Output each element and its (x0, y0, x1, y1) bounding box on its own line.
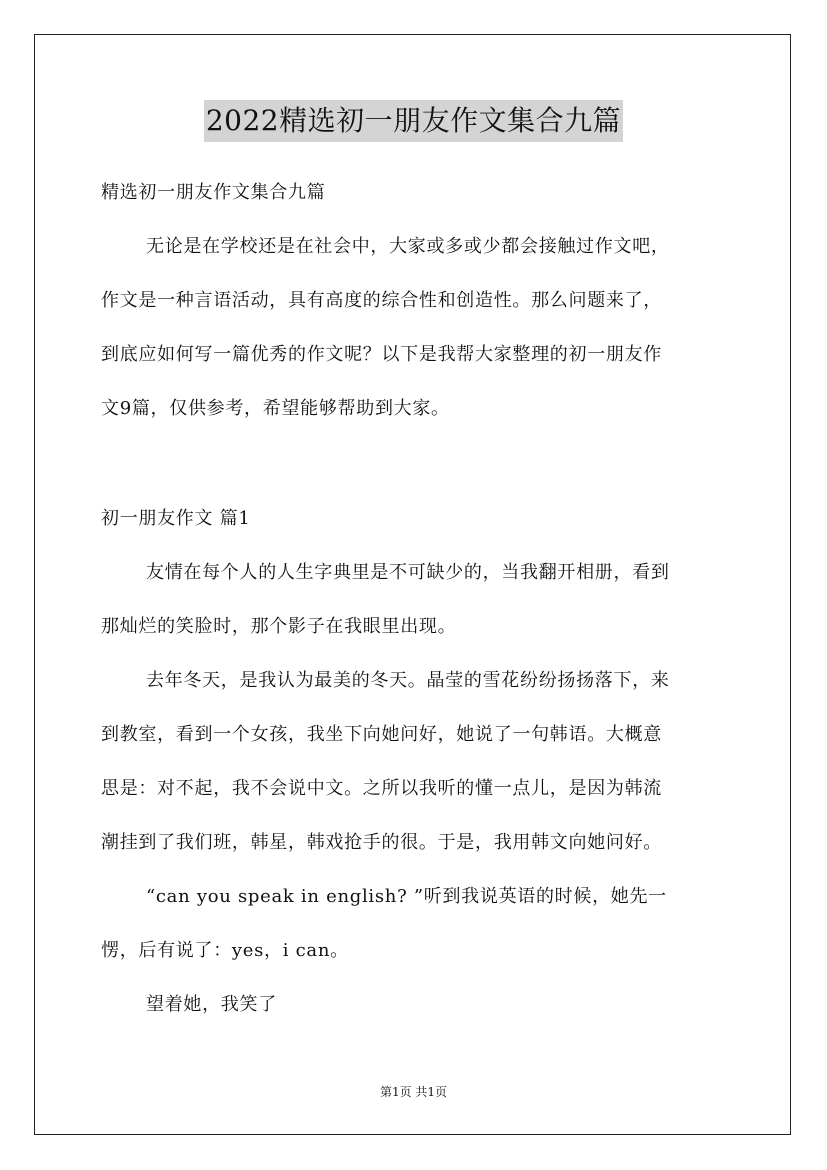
intro-line-2: 作文是一种言语活动，具有高度的综合性和创造性。那么问题来了， (101, 290, 662, 311)
body-line-1: 友情在每个人的人生字典里是不可缺少的，当我翻开相册，看到 (146, 562, 670, 583)
section-heading: 初一朋友作文 篇1 (101, 508, 251, 529)
body-line-9: 望着她，我笑了 (146, 994, 277, 1015)
intro-line-1: 无论是在学校还是在社会中，大家或多或少都会接触过作文吧， (146, 236, 670, 257)
intro-line-4: 文9篇，仅供参考，希望能够帮助到大家。 (101, 398, 450, 419)
body-line-8: 愣，后有说了：yes，i can。 (101, 940, 349, 961)
body-line-5: 思是：对不起，我不会说中文。之所以我听的懂一点儿，是因为韩流 (101, 778, 662, 799)
body-line-6: 潮挂到了我们班，韩星，韩戏抢手的很。于是，我用韩文向她问好。 (101, 832, 662, 853)
body-line-2: 那灿烂的笑脸时，那个影子在我眼里出现。 (101, 616, 457, 637)
body-line-3: 去年冬天，是我认为最美的冬天。晶莹的雪花纷纷扬扬落下，来 (146, 670, 670, 691)
body-line-4: 到教室，看到一个女孩，我坐下向她问好，她说了一句韩语。大概意 (101, 724, 662, 745)
title-container (0, 100, 827, 142)
page-footer: 第1页 共1页 (379, 1085, 448, 1099)
body-line-7: “can you speak in english? ”听到我说英语的时候，她先一 (146, 886, 667, 907)
document-title: 2022精选初一朋友作文集合九篇 (204, 100, 623, 142)
intro-line-3: 到底应如何写一篇优秀的作文呢？以下是我帮大家整理的初一朋友作 (101, 344, 662, 365)
document-subtitle: 精选初一朋友作文集合九篇 (101, 182, 326, 203)
